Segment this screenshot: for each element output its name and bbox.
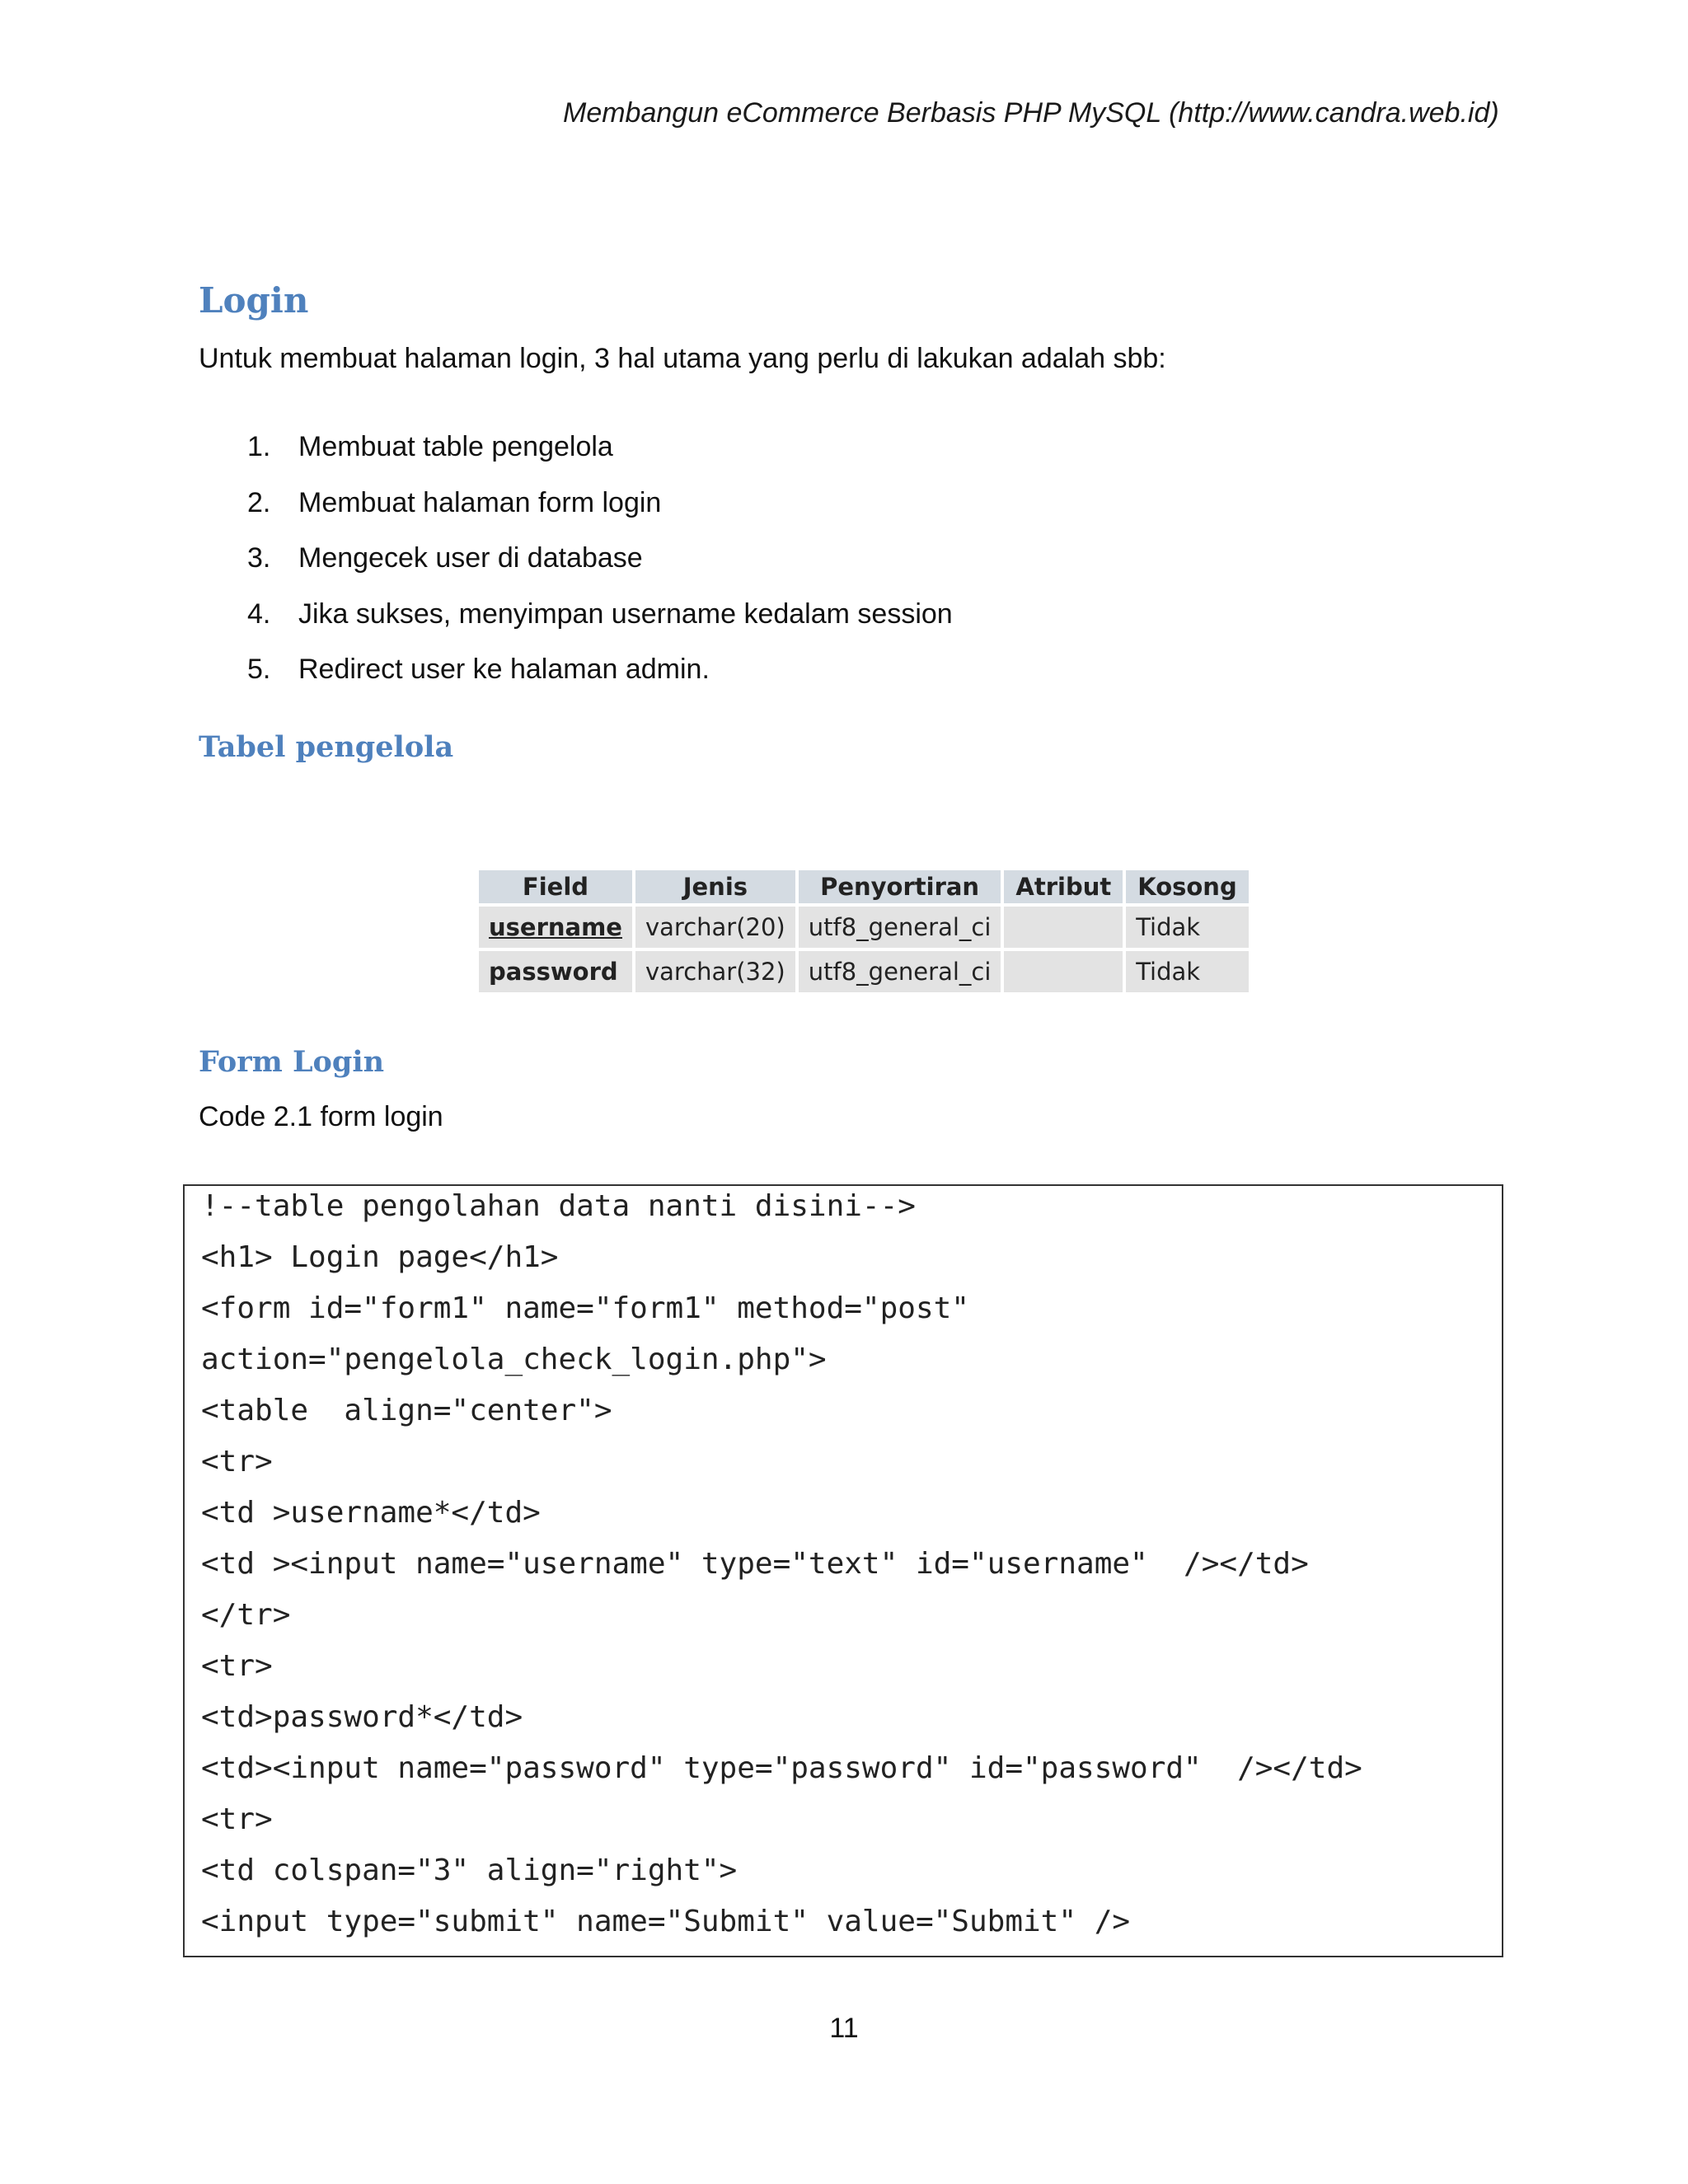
steps-list [247, 427, 953, 705]
field-cell: password [479, 951, 632, 992]
code-line: <td><input name="password" type="password" id="password" /></td> [201, 1751, 1362, 1785]
section-title-login: Login [199, 280, 309, 321]
form-heading: Form Login [199, 1045, 385, 1079]
code-line: <tr> [201, 1649, 273, 1683]
column-header: Field [479, 870, 632, 903]
code-line: <tr> [201, 1445, 273, 1479]
table-cell: varchar(32) [635, 951, 795, 992]
step-item: 4. Jika sukses, menyimpan username kedalam session [247, 598, 953, 630]
table-cell: utf8_general_ci [799, 907, 1001, 948]
step-item: 3. Mengecek user di database [247, 542, 643, 574]
page-header: Membangun eCommerce Berbasis PHP MySQL (http://www.candra.web.id) [563, 97, 1499, 129]
field-cell: username [479, 907, 632, 948]
step-item: 2. Membuat halaman form login [247, 486, 662, 518]
table-heading: Tabel pengelola [199, 730, 454, 764]
table-header-row [479, 870, 1249, 903]
table-cell: varchar(20) [635, 907, 795, 948]
column-header: Atribut [1004, 870, 1123, 903]
code-block [183, 1184, 1503, 1957]
table-cell [1004, 951, 1123, 992]
table-cell: Tidak [1126, 907, 1248, 948]
intro-paragraph: Untuk membuat halaman login, 3 hal utama yang perlu di lakukan adalah sbb: [199, 343, 1166, 374]
code-line: <form id="form1" name="form1" method="post" [201, 1291, 969, 1325]
code-line: action="pengelola_check_login.php"> [201, 1343, 827, 1376]
table-cell [1004, 907, 1123, 948]
column-header: Kosong [1126, 870, 1248, 903]
table-row [479, 907, 1249, 948]
page-number: 11 [829, 2013, 859, 2044]
table-cell: utf8_general_ci [799, 951, 1001, 992]
table-cell: Tidak [1126, 951, 1248, 992]
pengelola-table [476, 867, 1252, 996]
column-header: Penyortiran [799, 870, 1001, 903]
step-item: 1. Membuat table pengelola [247, 431, 613, 462]
code-line: <h1> Login page</h1> [201, 1240, 559, 1274]
code-line: <td colspan="3" align="right"> [201, 1854, 738, 1887]
code-line: !--table pengolahan data nanti disini--> [201, 1189, 916, 1223]
column-header: Jenis [635, 870, 795, 903]
code-line: </tr> [201, 1598, 291, 1632]
code-line: <tr> [201, 1802, 273, 1836]
code-line: <td>password*</td> [201, 1700, 523, 1734]
table-row [479, 951, 1249, 992]
code-line: <td >username*</td> [201, 1496, 541, 1530]
code-line: <input type="submit" name="Submit" value="Submit" /> [201, 1905, 1131, 1938]
code-caption: Code 2.1 form login [199, 1101, 443, 1132]
code-line: <td ><input name="username" type="text" id="username" /></td> [201, 1547, 1309, 1581]
code-line: <table align="center"> [201, 1394, 612, 1427]
step-item: 5. Redirect user ke halaman admin. [247, 654, 710, 685]
